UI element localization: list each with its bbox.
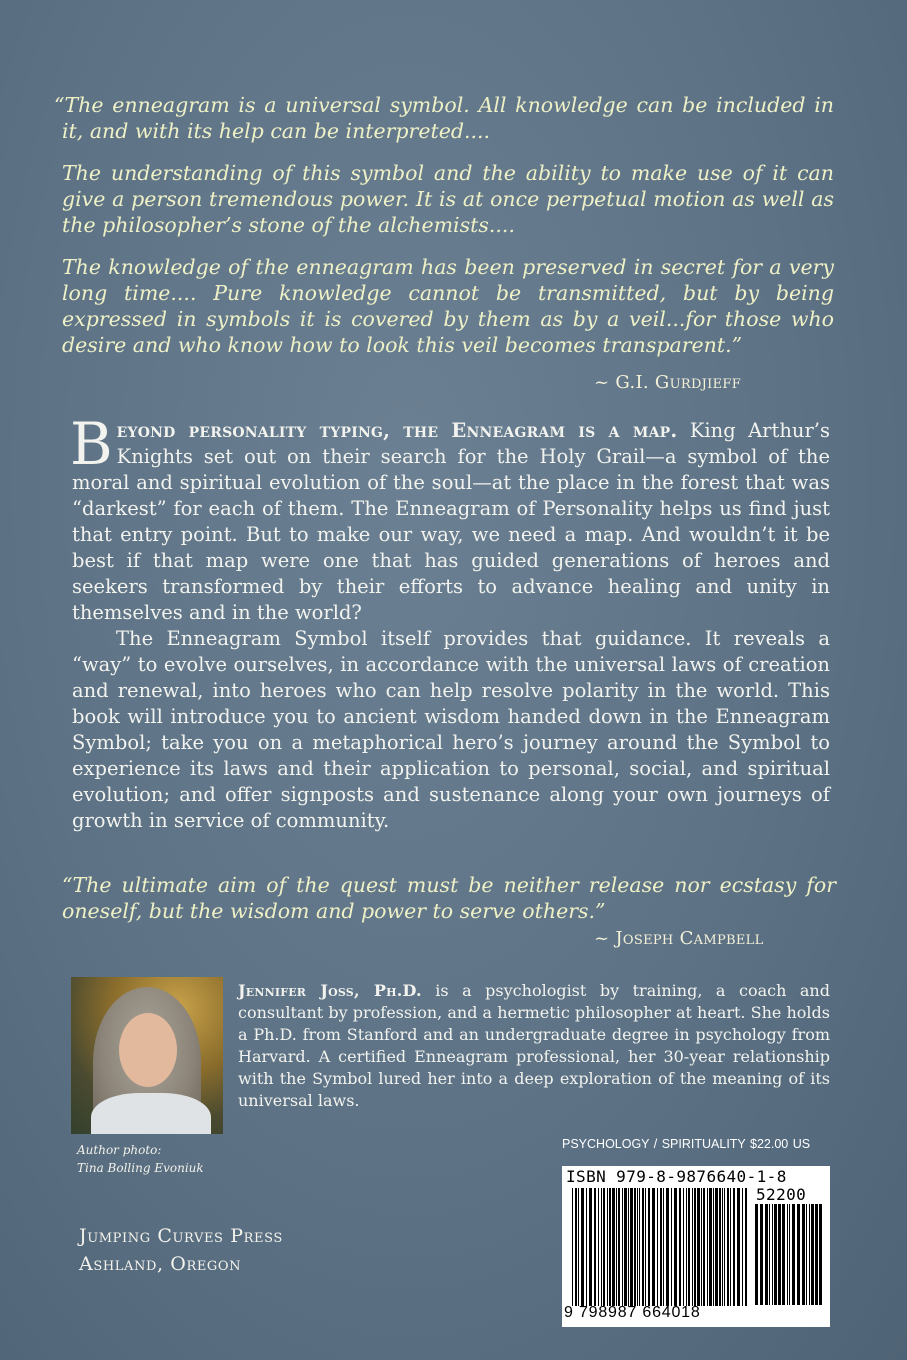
barcode-bar <box>586 1188 587 1306</box>
publisher-location: Ashland, Oregon <box>79 1253 242 1275</box>
author-photo-shirt <box>91 1093 211 1134</box>
addon-barcode-bar <box>769 1204 770 1305</box>
barcode-bar <box>628 1188 629 1306</box>
barcode-bar <box>688 1188 690 1306</box>
addon-barcode-bar <box>809 1204 810 1305</box>
quote-paragraph-3: The knowledge of the enneagram has been preserved in secret for a very long time.... Pure knowledge cannot be transmitted, but by being expressed in symbols it is covered by them as by a veil...for those who desire and who know how to look this veil becomes transparent.” <box>62 255 834 357</box>
addon-barcode-bar <box>772 1204 773 1305</box>
addon-code: 52200 <box>756 1185 807 1204</box>
barcode-bar <box>581 1188 584 1306</box>
barcode-bar <box>637 1188 638 1306</box>
barcode-bar <box>609 1188 611 1306</box>
addon-barcode-bar <box>778 1204 781 1305</box>
addon-barcode-bar <box>755 1204 758 1305</box>
barcode-bar <box>671 1188 672 1306</box>
lead-in: eyond personality typing, the Enneagram is a map. <box>116 419 678 442</box>
barcode-bar <box>660 1188 662 1306</box>
description-paragraph-2: The Enneagram Symbol itself provides that guidance. It reveals a “way” to evolve ourselves, in accordance with the universal laws of creation and renewal, into heroes who can help resolve polarity in the world. This book will introduce you to ancient wisdom handed down in the Enneagram Symbol; take you on a metaphorical hero’s journey around the Symbol to experience its laws and their application to personal, social, and spiritual evolution; and offer signposts and sustenance along your own journeys of growth in service of community. <box>72 627 830 832</box>
barcode-bar <box>645 1188 646 1306</box>
barcode-bar <box>616 1188 617 1306</box>
author-name: Jennifer Joss, Ph.D. <box>238 981 422 1000</box>
barcode-bar <box>697 1188 700 1306</box>
barcode-bar <box>575 1188 577 1306</box>
barcode-bar <box>737 1188 740 1306</box>
barcode-bar <box>630 1188 633 1306</box>
author-bio <box>238 980 830 1112</box>
quote-paragraph-2: The understanding of this symbol and the ability to make use of it can give a person tremendous power. It is at once perpetual motion as well as the philosopher’s stone of the alchemists.... <box>62 161 834 237</box>
barcode-bar <box>730 1188 731 1306</box>
barcode-bar <box>727 1188 729 1306</box>
barcode-bar <box>598 1188 599 1306</box>
addon-barcode-bar <box>806 1204 807 1305</box>
barcode-bar <box>666 1188 669 1306</box>
barcode-bar <box>686 1188 687 1306</box>
barcode-bar <box>692 1188 693 1306</box>
publisher-name: Jumping Curves Press <box>79 1225 283 1247</box>
barcode-bar <box>639 1188 640 1306</box>
main-barcode <box>572 1188 752 1306</box>
barcode-bar <box>709 1188 712 1306</box>
publisher-block <box>79 1222 283 1278</box>
addon-barcode-bar <box>774 1204 777 1305</box>
barcode-bar <box>622 1188 623 1306</box>
addon-barcode-bar <box>792 1204 795 1305</box>
gurdjieff-attribution: ~ G.I. Gurdjieff <box>594 372 742 393</box>
barcode-bar <box>733 1188 735 1306</box>
campbell-quote-text: “The ultimate aim of the quest must be neither release nor ecstasy for oneself, but the wisdom and power to serve others.” <box>62 873 836 923</box>
barcode-bar <box>612 1188 615 1306</box>
book-description <box>70 410 830 834</box>
addon-barcode-bar <box>760 1204 763 1305</box>
barcode-bar <box>624 1188 627 1306</box>
barcode-bar <box>657 1188 658 1306</box>
barcode-bar <box>694 1188 696 1306</box>
barcode-bar <box>594 1188 596 1306</box>
addon-barcode-bar <box>815 1204 818 1305</box>
barcode-bar <box>719 1188 721 1306</box>
barcode-bar <box>607 1188 608 1306</box>
barcode-bar <box>703 1188 705 1306</box>
barcode-bar <box>634 1188 636 1306</box>
barcode-box <box>562 1166 830 1327</box>
campbell-quote <box>62 872 836 924</box>
barcode-bar <box>674 1188 677 1306</box>
barcode-bar <box>701 1188 702 1306</box>
barcode-bar <box>578 1188 579 1306</box>
quote-paragraph-1: “The enneagram is a universal symbol. All knowledge can be included in it, and with its help can be interpreted.... <box>54 93 834 143</box>
barcode-bar <box>683 1188 684 1306</box>
author-photo-face <box>119 1013 177 1087</box>
addon-barcode-bar <box>819 1204 822 1305</box>
barcode-bar <box>648 1188 650 1306</box>
addon-barcode-bar <box>765 1204 768 1305</box>
barcode-bar <box>652 1188 655 1306</box>
category-price: PSYCHOLOGY / SPIRITUALITY $22.00 US <box>562 1137 811 1151</box>
addon-barcode <box>755 1204 825 1305</box>
barcode-bar <box>707 1188 708 1306</box>
author-bio-text: is a psychologist by training, a coach and consultant by profession, and a hermetic philosopher at heart. She holds a Ph.D. from Stanford and an undergraduate degree in psychology from Harvard. A certified Enneagram professional, her 30-year relationship with the Symbol lured her into a deep exploration of the meaning of its universal laws. <box>238 981 830 1110</box>
barcode-bar <box>618 1188 620 1306</box>
barcode-bar <box>642 1188 644 1306</box>
barcode-bar <box>745 1188 747 1306</box>
description-paragraph-1-text: King Arthur’s Knights set out on their search for the Holy Grail—a symbol of the moral and spiritual evolution of the soul—at the place in the forest that was “darkest” for each of them. The Enneagram of Personality helps us find just that entry point. But to make our way, we need a map. And wouldn’t it be best if that map were one that has guided generations of heroes and seekers transformed by their efforts to advance healing and unity in themselves and in the world? <box>72 419 830 624</box>
barcode-bar <box>601 1188 602 1306</box>
campbell-attribution: ~ Joseph Campbell <box>594 928 764 949</box>
isbn-text: ISBN 979-8-9876640-1-8 <box>566 1167 787 1186</box>
barcode-bar <box>715 1188 718 1306</box>
barcode-bar <box>603 1188 605 1306</box>
barcode-bar <box>713 1188 714 1306</box>
barcode-bar <box>724 1188 725 1306</box>
barcode-bar <box>679 1188 681 1306</box>
ean-number: 9 798987 664018 <box>564 1304 701 1321</box>
barcode-bar <box>722 1188 723 1306</box>
description-paragraph-1 <box>70 410 830 626</box>
photo-credit <box>77 1141 237 1177</box>
addon-barcode-bar <box>787 1204 788 1305</box>
author-photo <box>71 977 223 1134</box>
drop-cap: B <box>70 410 113 478</box>
addon-barcode-bar <box>789 1204 790 1305</box>
addon-barcode-bar <box>811 1204 814 1305</box>
photo-credit-label: Author photo: <box>77 1143 162 1157</box>
barcode-bar <box>742 1188 743 1306</box>
barcode-bar <box>663 1188 664 1306</box>
addon-barcode-bar <box>797 1204 800 1305</box>
addon-barcode-bar <box>782 1204 785 1305</box>
barcode-bar <box>572 1188 573 1306</box>
photo-credit-name: Tina Bolling Evoniuk <box>77 1161 204 1175</box>
barcode-bar <box>589 1188 592 1306</box>
gurdjieff-quote <box>54 92 834 358</box>
addon-barcode-bar <box>802 1204 805 1305</box>
